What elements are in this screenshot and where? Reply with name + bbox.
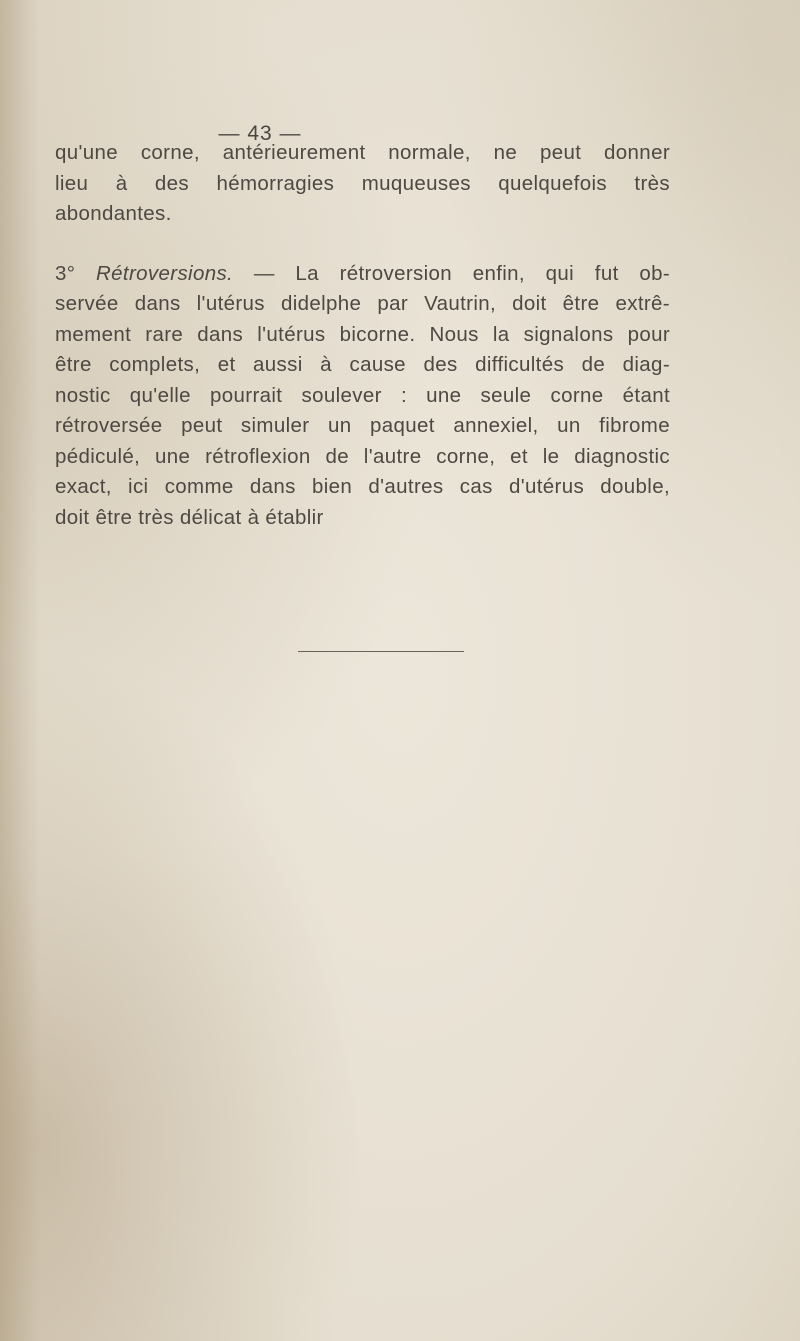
section-number: 3° <box>55 261 76 285</box>
text-line: pédiculé, une rétroflexion de l'autre corne, et le diagnostic <box>55 444 670 468</box>
text-line: servée dans l'utérus didelphe par Vautrin, doit être extrê- <box>55 292 670 315</box>
page-edge-shading <box>0 0 40 1341</box>
text-line <box>55 259 670 290</box>
text-line: lieu à des hémorragies muqueuses quelquefois très <box>55 171 670 195</box>
text-line: abondantes. <box>55 202 172 225</box>
text-line: nostic qu'elle pourrait soulever : une seule corne étant <box>55 383 670 407</box>
text-line: qu'une corne, antérieurement normale, ne peut donner <box>55 141 670 164</box>
text-line: mement rare dans l'utérus bicorne. Nous la signalons pour <box>55 322 670 346</box>
body-text <box>55 138 670 533</box>
section-divider <box>298 651 464 652</box>
text-line: rétroversée peut simuler un paquet annexiel, un fibrome <box>55 414 670 437</box>
paragraph-spacer <box>55 230 670 259</box>
text-line: être complets, et aussi à cause des difficultés de diag- <box>55 353 670 376</box>
section-heading: Rétroversions. <box>96 261 234 285</box>
paragraph-2 <box>55 259 670 534</box>
section-line-rest: — La rétroversion enfin, qui fut ob- <box>253 261 671 285</box>
page-number: — 43 — <box>218 122 302 145</box>
text-line: exact, ici comme dans bien d'autres cas d'utérus double, <box>55 475 670 498</box>
paragraph-1 <box>55 138 670 230</box>
text-line: doit être très délicat à établir <box>55 505 324 529</box>
